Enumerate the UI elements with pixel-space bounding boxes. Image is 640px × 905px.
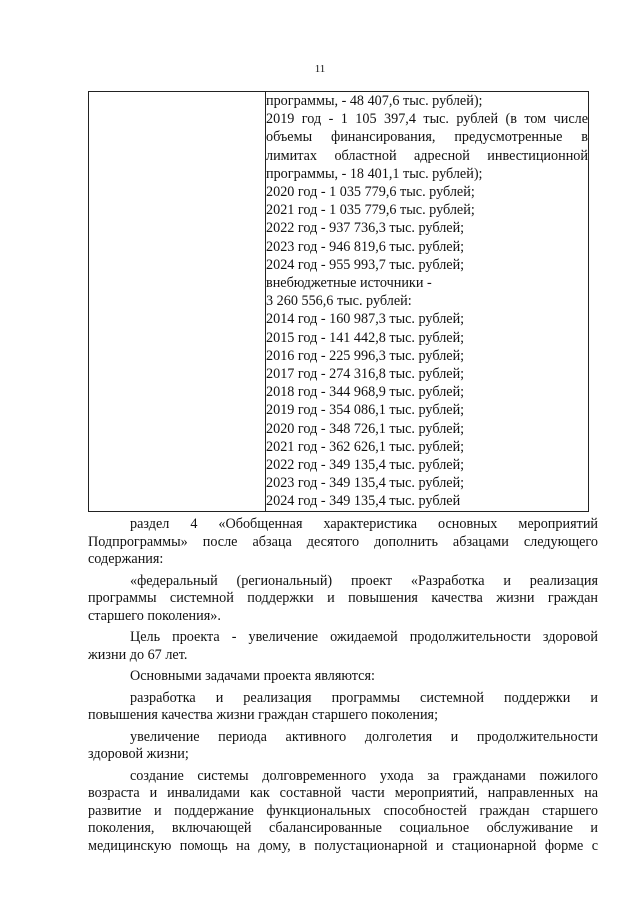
paragraph <box>88 516 598 569</box>
paragraph-line: содержания: <box>88 551 164 567</box>
table-line: программы, - 18 401,1 тыс. рублей); <box>266 165 483 182</box>
paragraph-line: поколения, включающей сбалансированные социальное обслуживание и <box>88 820 598 836</box>
paragraph-line: здоровой жизни; <box>88 746 189 762</box>
table-line: внебюджетные источники - <box>266 275 432 292</box>
table-line: 2023 год - 946 819,6 тыс. рублей; <box>266 238 465 255</box>
table-line: 2017 год - 274 316,8 тыс. рублей; <box>266 366 465 383</box>
table-line: 2023 год - 349 135,4 тыс. рублей; <box>266 475 465 492</box>
paragraph-line: Цель проекта - увеличение ожидаемой продолжительности здоровой <box>130 629 598 645</box>
table-line: 2016 год - 225 996,3 тыс. рублей; <box>266 347 465 364</box>
table-line: 2022 год - 349 135,4 тыс. рублей; <box>266 457 465 474</box>
paragraph-line: программы системной поддержки и повышения качества жизни граждан <box>88 590 598 606</box>
table-line: 2019 год - 1 105 397,4 тыс. рублей (в том числе <box>266 111 588 128</box>
table-line: 2020 год - 1 035 779,6 тыс. рублей; <box>266 184 475 201</box>
table-line: 2021 год - 1 035 779,6 тыс. рублей; <box>266 202 475 219</box>
paragraph-line: старшего поколения». <box>88 607 221 624</box>
paragraph-line: увеличение периода активного долголетия и продолжительности <box>130 728 598 745</box>
table-line: 2022 год - 937 736,3 тыс. рублей; <box>266 220 465 237</box>
paragraph <box>88 768 598 856</box>
paragraph <box>88 690 598 725</box>
table-line: 2019 год - 354 086,1 тыс. рублей; <box>266 402 465 419</box>
paragraph-line: медицинскую помощь на дому, в полустационарной и стационарной форме с <box>88 837 598 854</box>
paragraph-line: раздел 4 «Обобщенная характеристика основных мероприятий <box>130 516 598 532</box>
table-cell-funding <box>266 92 589 512</box>
paragraph-line: Подпрограммы» после абзаца десятого дополнить абзацами следующего <box>88 533 598 550</box>
paragraph-line: разработка и реализация программы системной поддержки и <box>130 689 598 706</box>
table-line: 2015 год - 141 442,8 тыс. рублей; <box>266 329 465 346</box>
table-row <box>89 92 589 512</box>
table-line: объемы финансирования, предусмотренные в <box>266 129 588 146</box>
table-line: 2024 год - 955 993,7 тыс. рублей; <box>266 256 465 273</box>
paragraph-line: создание системы долговременного ухода за гражданами пожилого <box>130 767 598 784</box>
funding-table <box>88 91 589 512</box>
table-line: 2018 год - 344 968,9 тыс. рублей; <box>266 384 465 401</box>
table-line: программы, - 48 407,6 тыс. рублей); <box>266 93 483 109</box>
table-line: 2014 год - 160 987,3 тыс. рублей; <box>266 311 465 328</box>
table-line: 3 260 556,6 тыс. рублей: <box>266 293 412 310</box>
paragraph <box>88 729 598 764</box>
paragraph-line: возраста и инвалидами как составной части мероприятий, направленных на <box>88 785 598 801</box>
paragraph-line: Основными задачами проекта являются: <box>130 668 375 684</box>
table-line: 2024 год - 349 135,4 тыс. рублей <box>266 493 461 510</box>
table-line: 2020 год - 348 726,1 тыс. рублей; <box>266 420 465 437</box>
paragraph <box>88 629 598 664</box>
paragraph-line: жизни до 67 лет. <box>88 646 188 663</box>
paragraph-line: «федеральный (региональный) проект «Разработка и реализация <box>130 572 598 589</box>
paragraph-line: развитие и поддержание функциональных способностей граждан старшего <box>88 802 598 819</box>
table-line: 2021 год - 362 626,1 тыс. рублей; <box>266 438 465 455</box>
table-cell-empty <box>89 92 266 512</box>
body-text <box>88 516 598 859</box>
table-line: лимитах областной адресной инвестиционной <box>266 147 588 164</box>
paragraph-line: повышения качества жизни граждан старшего поколения; <box>88 707 439 723</box>
paragraph <box>88 573 598 626</box>
paragraph <box>88 668 598 686</box>
page-number: 11 <box>314 63 326 75</box>
